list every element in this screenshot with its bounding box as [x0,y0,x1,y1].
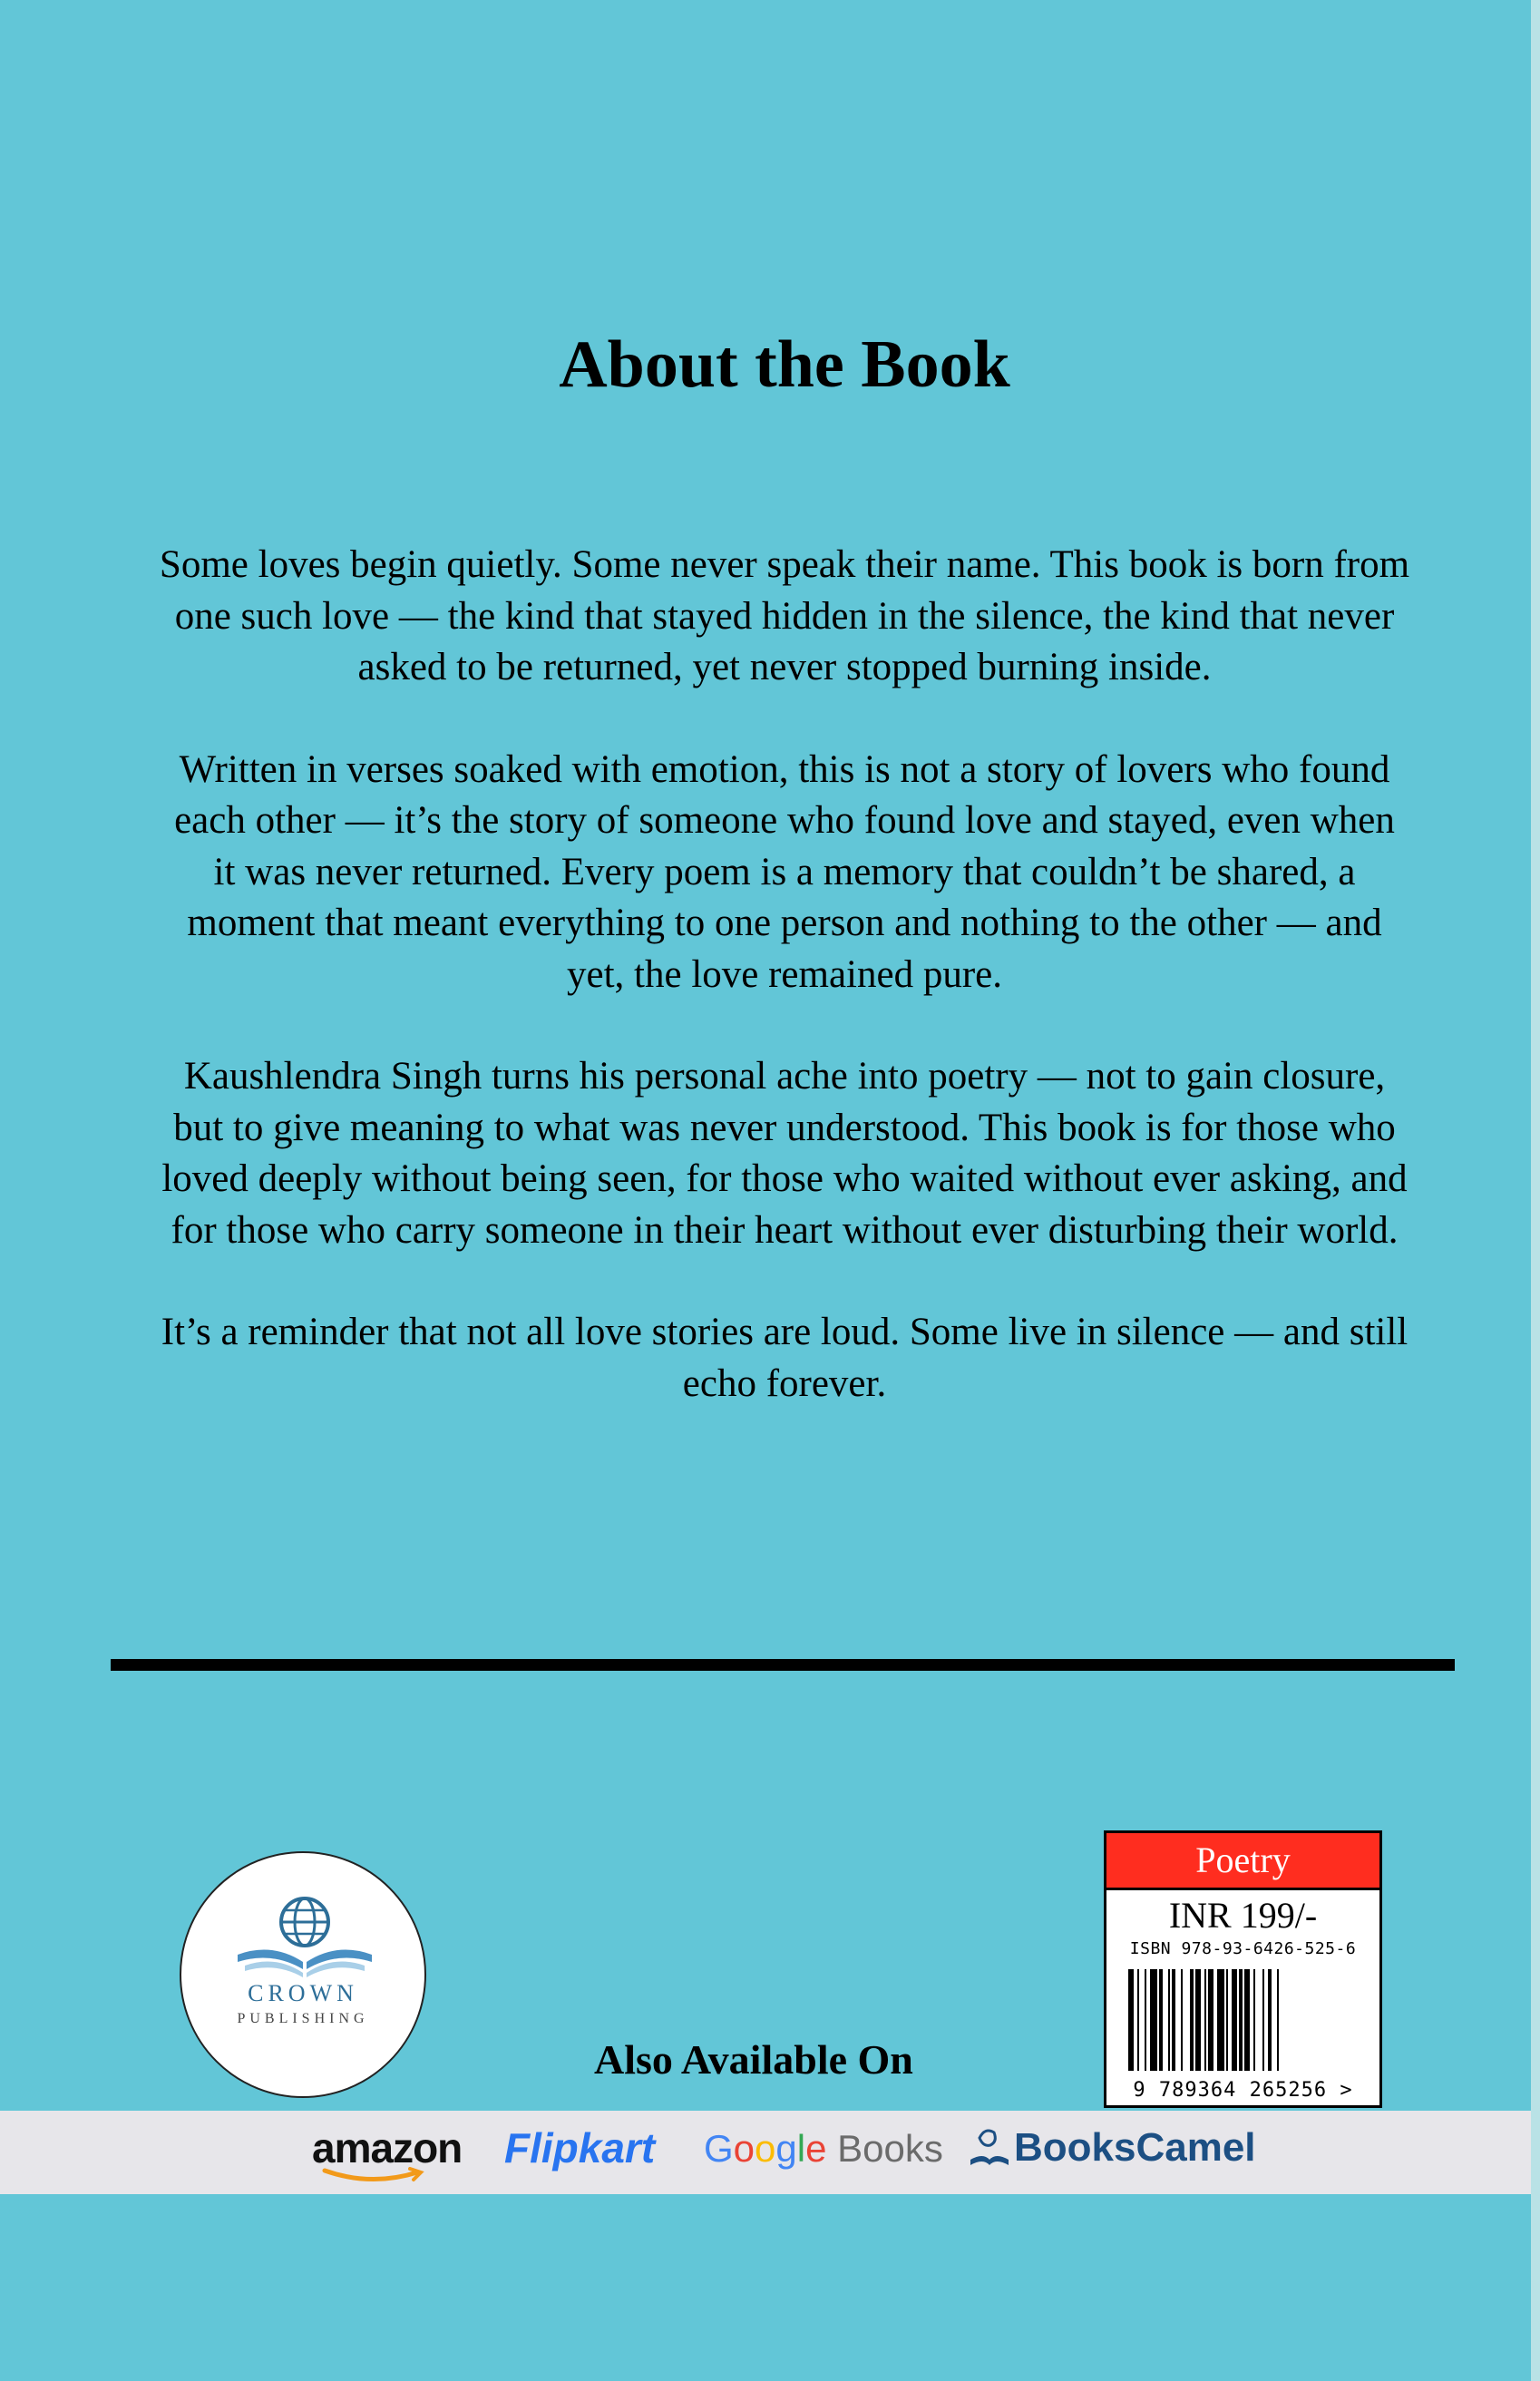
amazon-wordmark: amazon [312,2124,463,2171]
also-available-label: Also Available On [594,2036,913,2083]
blurb [159,540,1410,1460]
blurb-paragraph-4: It’s a reminder that not all love stories are loud. Some live in silence — and still echo forever. [161,1311,1408,1405]
page-title: About the Book [559,327,1010,402]
barcode-digits: 9 789364 265256 > [1133,2079,1353,2102]
category-label: Poetry [1106,1833,1379,1890]
isbn-label: ISBN 978-93-6426-525-6 [1129,1939,1357,1958]
google-books-label: Books [837,2127,943,2170]
google-books-logo[interactable]: Google Books [704,2127,943,2170]
store-bar [0,2111,1531,2194]
publisher-name: CROWN [248,1980,358,2006]
globe-book-icon [181,1853,428,2100]
price-label: INR 199/- [1168,1895,1318,1936]
blurb-paragraph-3: Kaushlendra Singh turns his personal ache into poetry — not to gain closure, but to give meaning to what was never understood. This book is for those who loved deeply without being seen, for those who waited without ever asking, and for those who carry someone in their heart without ever disturbing their world. [161,1055,1408,1252]
price-barcode-box [1104,1830,1382,2108]
amazon-smile-icon [321,2167,430,2187]
divider [111,1659,1455,1671]
flipkart-logo[interactable]: Flipkart [504,2124,656,2171]
blurb-paragraph-2: Written in verses soaked with emotion, this is not a story of lovers who found each other — it’s the story of someone who found love and stayed, even when it was never returned. Every poem is a memory that couldn’t be shared, a moment that meant everything to one person and nothing to the other — and yet, the love remained pure. [174,747,1395,996]
barcode [1125,1969,1367,2076]
publisher-subtitle: PUBLISHING [237,2011,369,2026]
publisher-logo [180,1851,426,2098]
blurb-paragraph-1: Some loves begin quietly. Some never speak their name. This book is born from one such love — the kind that stayed hidden in the silence, the kind that never asked to be returned, yet never stopped burning inside. [159,543,1410,688]
bookscamel-icon [967,2122,1012,2176]
bookscamel-logo[interactable]: BooksCamel [1014,2125,1256,2170]
amazon-logo[interactable] [312,2123,462,2172]
